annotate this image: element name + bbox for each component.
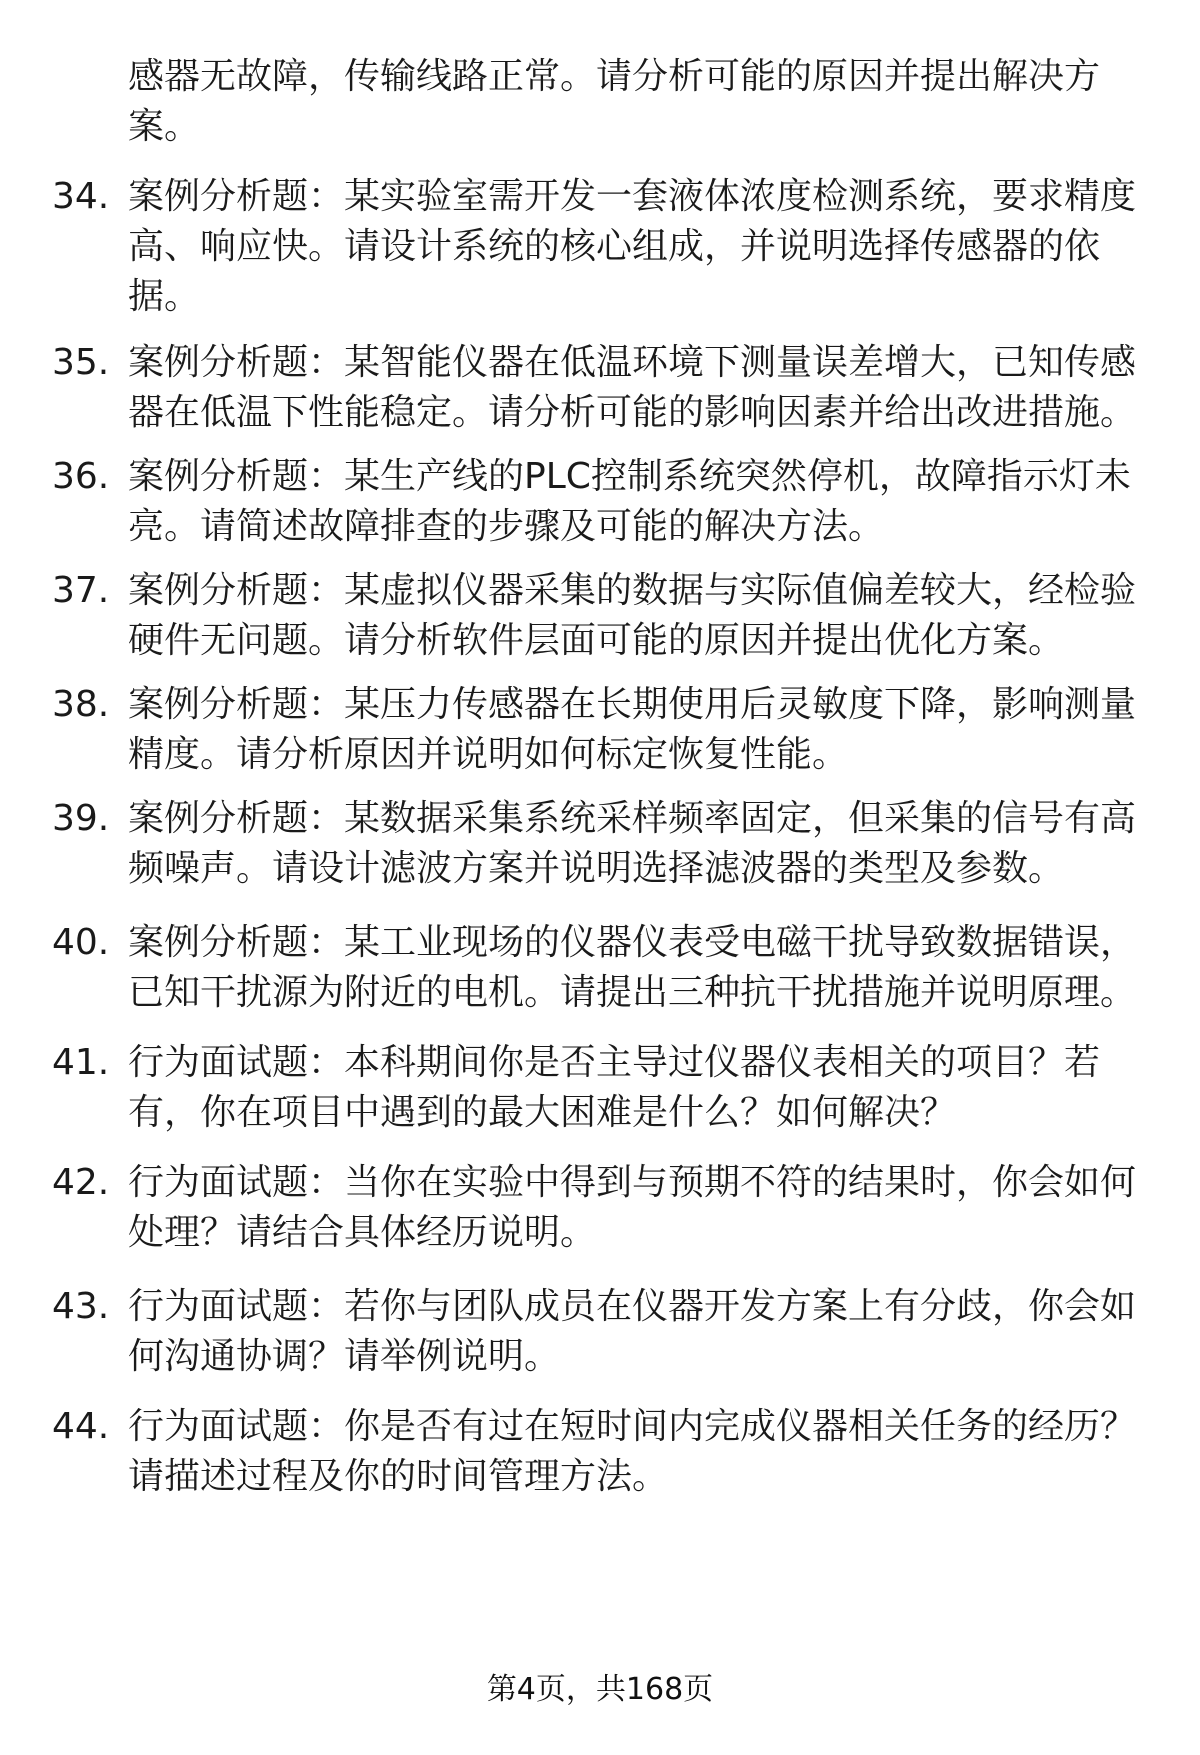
question-number: 40. [52, 922, 110, 963]
question-text: 案例分析题：某压力传感器在长期使用后灵敏度下降，影响测量精度。请分析原因并说明如何标定恢复性能。 [128, 684, 1137, 775]
question-text: 行为面试题：你是否有过在短时间内完成仪器相关任务的经历？请描述过程及你的时间管理方法。 [128, 1406, 1137, 1497]
question-number: 41. [52, 1042, 110, 1083]
question-number: 35. [52, 342, 110, 383]
question-number: 38. [52, 684, 110, 725]
question-number: 42. [52, 1162, 110, 1203]
continued-question-text: 感器无故障，传输线路正常。请分析可能的原因并提出解决方案。 [128, 56, 1101, 147]
question-number: 43. [52, 1286, 110, 1327]
question-text: 案例分析题：某智能仪器在低温环境下测量误差增大，已知传感器在低温下性能稳定。请分析可能的影响因素并给出改进措施。 [128, 342, 1137, 433]
page-number-footer: 第4页，共168页 [486, 1672, 714, 1707]
question-number: 37. [52, 570, 110, 611]
question-text: 行为面试题：本科期间你是否主导过仪器仪表相关的项目？若有，你在项目中遇到的最大困难是什么？如何解决？ [128, 1042, 1101, 1133]
question-text: 案例分析题：某实验室需开发一套液体浓度检测系统，要求精度高、响应快。请设计系统的核心组成，并说明选择传感器的依据。 [128, 176, 1137, 317]
question-number: 34. [52, 176, 110, 217]
question-text: 案例分析题：某工业现场的仪器仪表受电磁干扰导致数据错误，已知干扰源为附近的电机。请提出三种抗干扰措施并说明原理。 [128, 922, 1137, 1013]
question-number: 36. [52, 456, 110, 497]
question-text: 行为面试题：若你与团队成员在仪器开发方案上有分歧，你会如何沟通协调？请举例说明。 [128, 1286, 1137, 1377]
question-number: 39. [52, 798, 110, 839]
question-text: 案例分析题：某生产线的PLC控制系统突然停机，故障指示灯未亮。请简述故障排查的步骤及可能的解决方法。 [128, 456, 1131, 547]
question-number: 44. [52, 1406, 110, 1447]
question-text: 案例分析题：某虚拟仪器采集的数据与实际值偏差较大，经检验硬件无问题。请分析软件层面可能的原因并提出优化方案。 [128, 570, 1137, 661]
question-text: 案例分析题：某数据采集系统采样频率固定，但采集的信号有高频噪声。请设计滤波方案并说明选择滤波器的类型及参数。 [128, 798, 1137, 889]
question-text: 行为面试题：当你在实验中得到与预期不符的结果时，你会如何处理？请结合具体经历说明。 [128, 1162, 1137, 1253]
